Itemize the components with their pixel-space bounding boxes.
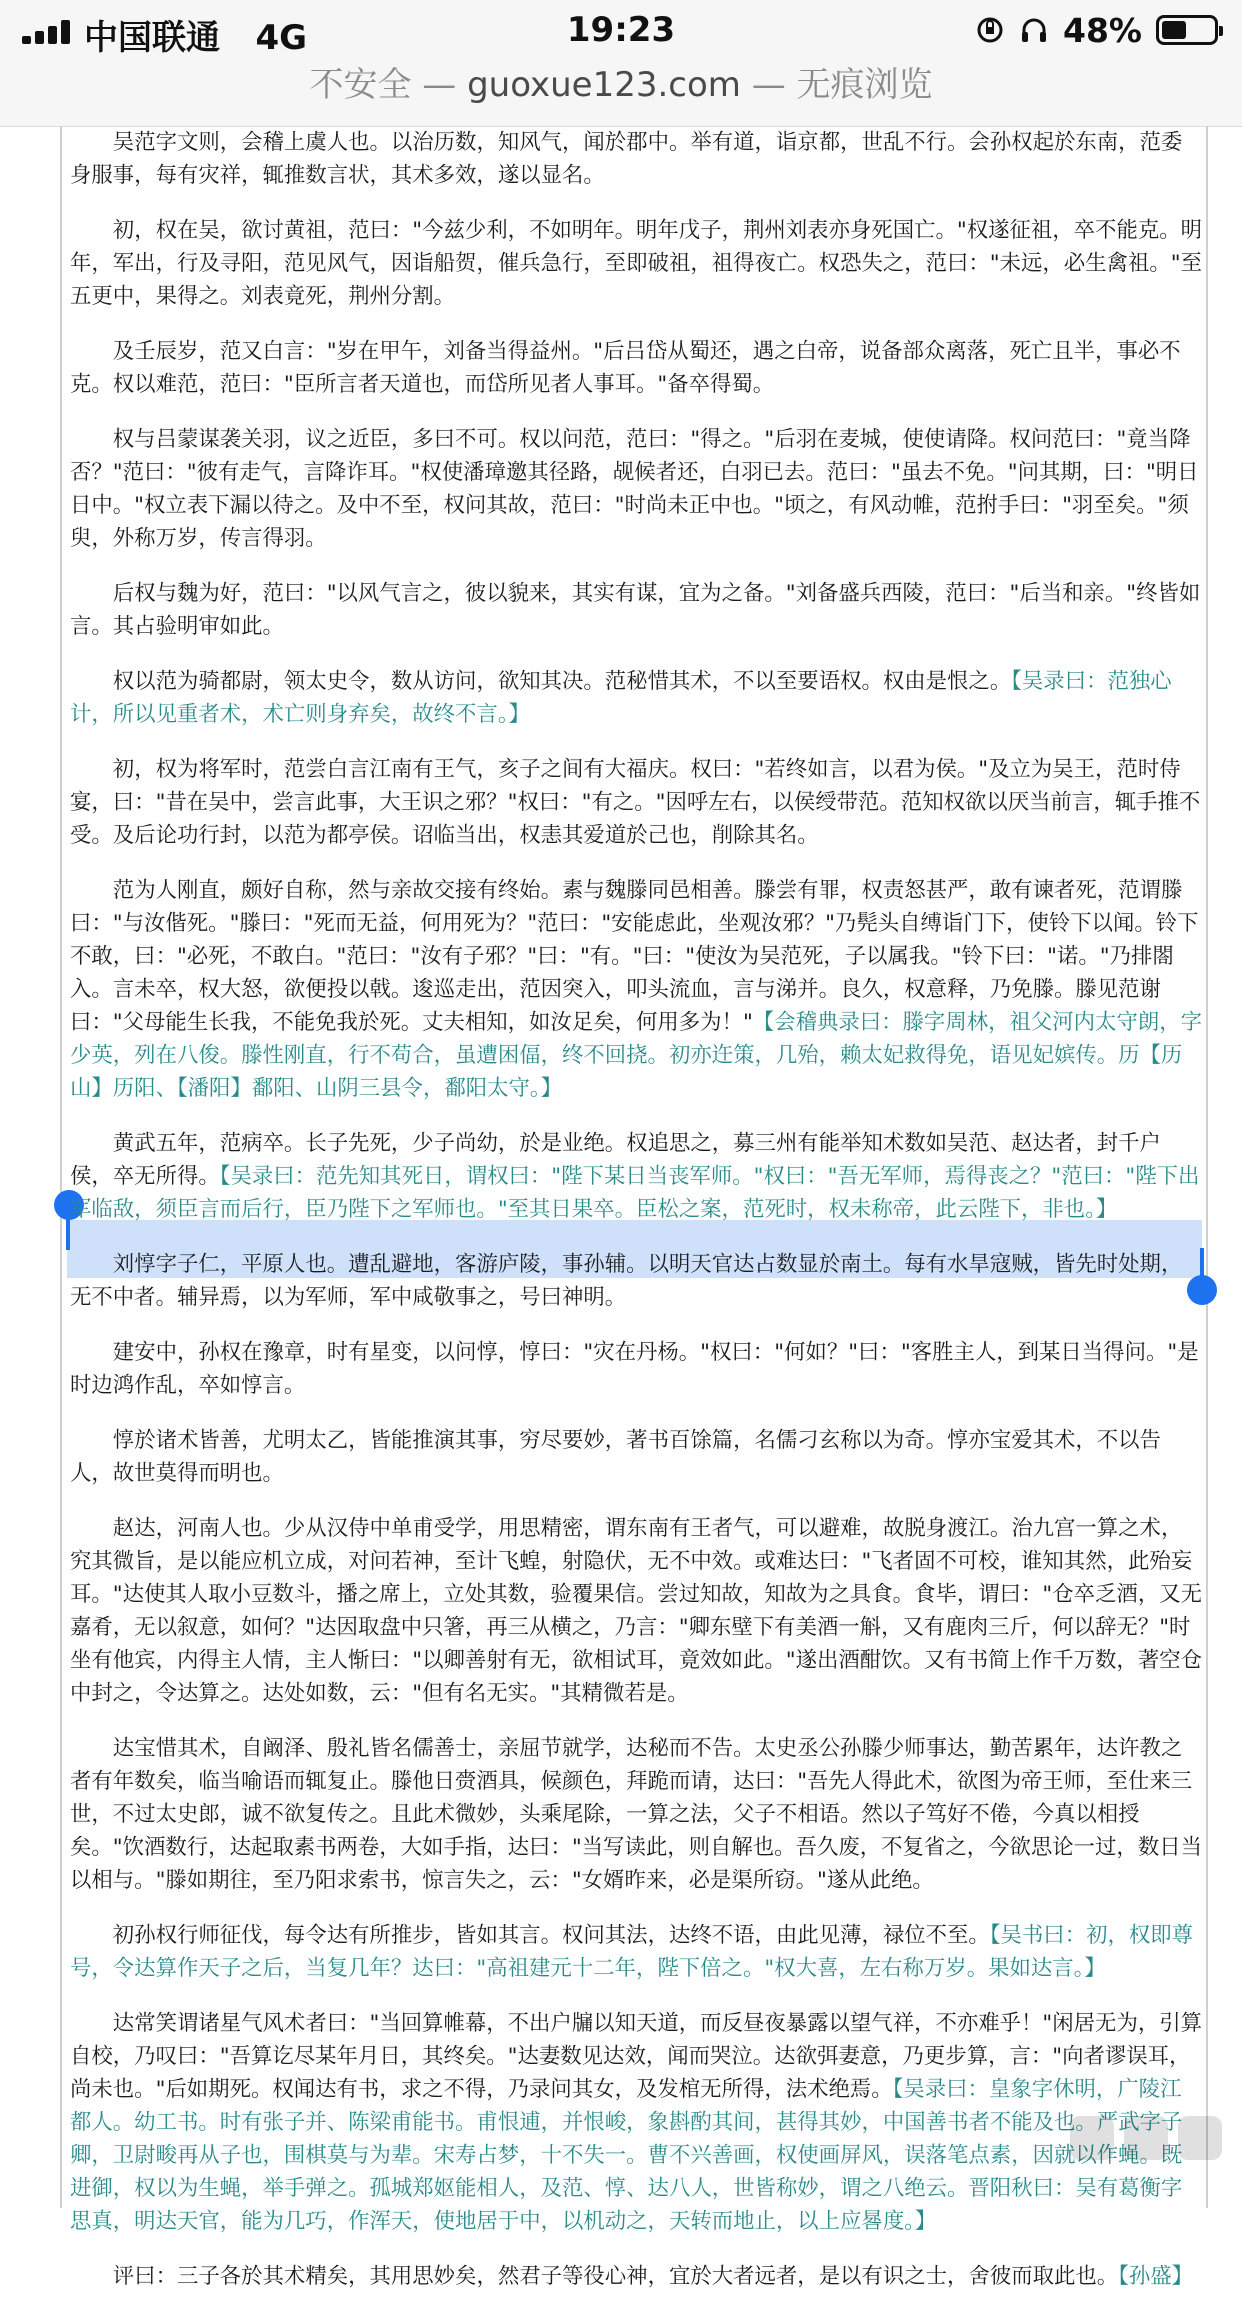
carrier-label: 中国联通 4G — [84, 18, 308, 58]
watermark — [1070, 2116, 1222, 2160]
battery-level-fill — [1162, 21, 1186, 39]
paragraph-text: 建安中，孙权在豫章，时有星变，以问惇，惇曰："灾在丹杨。"权曰："何如？"曰："客胜主人，到某日当得问。"是时边鸿作乱，卒如惇言。 — [70, 1340, 1199, 1398]
annotation-note: 【吴录曰：皇象字休明，广陵江都人。幼工书。时有张子并、陈梁甫能书。甫恨逋，并恨峻，象斟酌其间，甚得其妙，中国善书者不能及也。严武字子卿，卫尉畯再从子也，围棋莫与为辈。宋寿占梦，十不失一。曹不兴善画，权使画屏风，误落笔点素，因就以作蝇。既进御，权以为生蝇，举手弹之。孤城郑妪能相人，及范、惇、达八人，世皆称妙，谓之八绝云。晋阳秋曰：吴有葛衡字思真，明达天官，能为几巧，作浑天，使地居于中，以机动之，天转而地止，以上应晷度。】 — [70, 2077, 1183, 2234]
paragraph-text: 吴范字文则，会稽上虞人也。以治历数，知风气，闻於郡中。举有道，诣京都，世乱不行。会孙权起於东南，范委身服事，每有灾祥，辄推数言状，其术多效，遂以显名。 — [70, 130, 1183, 188]
paragraph-text: 初，权为将军时，范尝白言江南有王气，亥子之间有大福庆。权曰："若终如言，以君为侯。"及立为吴王，范时侍宴，曰："昔在吴中，尝言此事，大王识之邪？"权曰："有之。"因呼左右，以侯绶带范。范知权欲以厌当前言，辄手推不受。及后论功行封，以范为都亭侯。诏临当出，权恚其爱道於己也，削除其名。 — [70, 757, 1201, 848]
paragraph-text: 后权与魏为好，范曰："以风气言之，彼以貌来，其实有谋，宜为之备。"刘备盛兵西陵，范曰："后当和亲。"终皆如言。其占验明审如此。 — [70, 581, 1201, 639]
paragraph-text: 刘惇字子仁，平原人也。遭乱避地，客游庐陵，事孙辅。以明天官达占数显於南土。每有水旱寇贼，皆先时处期，无不中者。辅异焉，以为军师，军中咸敬事之，号曰神明。 — [70, 1252, 1183, 1310]
annotation-note: 【孙盛】 — [1118, 2264, 1194, 2289]
paragraph-text: 权与吕蒙谋袭关羽，议之近臣，多曰不可。权以问范，范曰："得之。"后羽在麦城，使使请降。权问范曰："竟当降否？"范曰："彼有走气，言降诈耳。"权使潘璋邀其径路，觇候者还，白羽已去。范曰："虽去不免。"问其期，曰："明日日中。"权立表下漏以待之。及中不至，权问其故，范曰："时尚未正中也。"顷之，有风动帷，范拊手曰："羽至矣。"须臾，外称万岁，传言得羽。 — [70, 427, 1199, 551]
paragraph-text: 权以范为骑都尉，领太史令，数从访问，欲知其决。范秘惜其术，不以至要语权。权由是恨之。 — [112, 669, 1012, 694]
paragraph-text: 赵达，河南人也。少从汉侍中单甫受学，用思精密，谓东南有王者气，可以避难，故脱身渡江。治九宫一算之术，究其微旨，是以能应机立成，对问若神，至计飞蝗，射隐伏，无不中效。或难达曰："飞者固不可校，谁知其然，此殆妄耳。"达使其人取小豆数斗，播之席上，立处其数，验覆果信。尝过知故，知故为之具食。食毕，谓曰："仓卒乏酒，又无嘉肴，无以叙意，如何？"达因取盘中只箸，再三从横之，乃言："卿东壁下有美酒一斛，又有鹿肉三斤，何以辞无？"时坐有他宾，内得主人情，主人惭曰："以卿善射有无，欲相试耳，竟效如此。"遂出酒酣饮。又有书简上作千万数，著空仓中封之，令达算之。达处如数，云："但有名无实。"其精微若是。 — [70, 1516, 1202, 1706]
paragraph-text: 黄武五年，范病卒。长子先死，少子尚幼，於是业绝。权追思之，募三州有能举知术数如吴范、赵达者，封千户侯，卒无所得。 — [70, 1131, 1161, 1189]
network-type: 4G — [255, 18, 308, 58]
article-paragraph — [70, 126, 1202, 192]
article-paragraph — [70, 335, 1202, 401]
watermark-logo — [1070, 2116, 1114, 2160]
orientation-lock-icon — [975, 15, 1005, 45]
security-label: 不安全 — [309, 65, 412, 105]
url-separator: — — [740, 65, 797, 105]
article-paragraph — [70, 1127, 1202, 1226]
paragraph-text: 初，权在吴，欲讨黄祖，范曰："今兹少利，不如明年。明年戊子，荆州刘表亦身死国亡。"权遂征祖，卒不能克。明年，军出，行及寻阳，范见风气，因诣船贺，催兵急行，至即破祖，祖得夜亡。权恐失之，范曰："未远，必生禽祖。"至五更中，果得之。刘表竟死，荆州分割。 — [70, 218, 1203, 309]
article-paragraph — [70, 2007, 1202, 2238]
private-mode-label: 无痕浏览 — [796, 65, 933, 105]
annotation-note: 【吴录曰：范先知其死日，谓权曰："陛下某日当丧军师。"权曰："吾无军师，焉得丧之？"范曰："陛下出军临敌，须臣言而后行，臣乃陛下之军师也。"至其日果卒。臣松之案，范死时，权未称帝，此云陛下，非也。】 — [70, 1164, 1200, 1222]
url-separator: — — [411, 65, 468, 105]
article-paragraph — [70, 665, 1202, 731]
annotation-note: 【吴录曰：范独心计，所以见重者术，术亡则身弃矣，故终不言。】 — [70, 669, 1172, 727]
annotation-note: 【吴书曰：初，权即尊号，令达算作天子之后，当复几年？达曰："高祖建元十二年，陛下倍之。"权大喜，左右称万岁。果如达言。】 — [70, 1923, 1194, 1981]
headphones-icon — [1019, 15, 1049, 45]
article-paragraph — [70, 1919, 1202, 1985]
paragraph-text: 惇於诸术皆善，尤明太乙，皆能推演其事，穷尽要妙，著书百馀篇，名儒刁玄称以为奇。惇亦宝爱其术，不以告人，故世莫得而明也。 — [70, 1428, 1161, 1486]
article-paragraph — [70, 753, 1202, 852]
article-paragraph — [70, 1732, 1202, 1897]
watermark-logo — [1124, 2116, 1168, 2160]
paragraph-text: 范为人刚直，颇好自称，然与亲故交接有终始。素与魏滕同邑相善。滕尝有罪，权责怒甚严，敢有谏者死，范谓滕曰："与汝偕死。"滕曰："死而无益，何用死为？"范曰："安能虑此，坐观汝邪？"乃髡头自缚诣门下，使铃下以闻。铃下不敢，曰："必死，不敢白。"范曰："汝有子邪？"曰："有。"曰："使汝为吴范死，子以属我。"铃下曰："诺。"乃排閤入。言未卒，权大怒，欲便投以戟。逡巡走出，范因突入，叩头流血，言与涕并。良久，权意释，乃免滕。滕见范谢曰："父母能生长我，不能免我於死。丈夫相知，如汝足矣，何用多为！" — [70, 878, 1199, 1035]
article-paragraph — [70, 874, 1202, 1105]
clock: 19:23 — [566, 10, 676, 50]
status-bar — [0, 0, 1242, 62]
paragraph-text: 达宝惜其术，自阚泽、殷礼皆名儒善士，亲屈节就学，达秘而不告。太史丞公孙滕少师事达，勤苦累年，达许教之者有年数矣，临当喻语而辄复止。滕他日赍酒具，候颜色，拜跪而请，达曰："吾先人得此术，欲图为帝王师，至仕来三世，不过太史郎，诚不欲复传之。且此术微妙，头乘尾除，一算之法，父子不相语。然以子笃好不倦，今真以相授矣。"饮酒数行，达起取素书两卷，大如手指，达曰："当写读此，则自解也。吾久废，不复省之，今欲思论一过，数日当以相与。"滕如期往，至乃阳求索书，惊言失之，云："女婿昨来，必是渠所窃。"遂从此绝。 — [70, 1736, 1202, 1893]
article-paragraph — [70, 1336, 1202, 1402]
article-body — [70, 126, 1202, 2315]
battery-percent: 48% — [1063, 10, 1142, 50]
battery-icon — [1156, 15, 1218, 45]
article-paragraph — [70, 1512, 1202, 1710]
url-host: guoxue123.com — [467, 65, 741, 105]
paragraph-text: 达常笑谓诸星气风术者曰："当回算帷幕，不出户牖以知天道，而反昼夜暴露以望气祥，不亦难乎！"闲居无为，引算自校，乃叹曰："吾算讫尽某年月日，其终矣。"达妻数见达效，闻而哭泣。达欲弭妻意，乃更步算，言："向者谬误耳，尚未也。"后如期死。权闻达有书，求之不得，乃录问其女，及发棺无所得，法术绝焉。 — [70, 2011, 1203, 2102]
paragraph-text: 初孙权行师征伐，每令达有所推步，皆如其言。权问其法，达终不语，由此见薄，禄位不至。 — [112, 1923, 990, 1948]
article-paragraph — [70, 1424, 1202, 1490]
annotation-note: 【会稽典录曰：滕字周林，祖父河内太守朗，字少英，列在八俊。滕性刚直，行不苟合，虽遭困偪，终不回挠。初亦迕策，几殆，赖太妃救得免，语见妃嫔传。历【历山】历阳、【潘阳】鄱阳、山阴三县令，鄱阳太守。】 — [70, 1010, 1203, 1101]
status-indicators — [975, 10, 1218, 50]
article-paragraph — [70, 2260, 1202, 2293]
paragraph-text: 评曰：三子各於其术精矣，其用思妙矣，然君子等役心神，宜於大者远者，是以有识之士，舍彼而取此也。 — [112, 2264, 1119, 2289]
watermark-logo — [1178, 2116, 1222, 2160]
article-paragraph — [70, 1248, 1202, 1314]
article-paragraph — [70, 577, 1202, 643]
paragraph-text: 及壬辰岁，范又白言："岁在甲午，刘备当得益州。"后吕岱从蜀还，遇之白帝，说备部众离落，死亡且半，事必不克。权以难范，范曰："臣所言者天道也，而岱所见者人事耳。"备卒得蜀。 — [70, 339, 1181, 397]
article-paragraph — [70, 214, 1202, 313]
address-bar[interactable] — [0, 62, 1242, 127]
article-paragraph — [70, 423, 1202, 555]
